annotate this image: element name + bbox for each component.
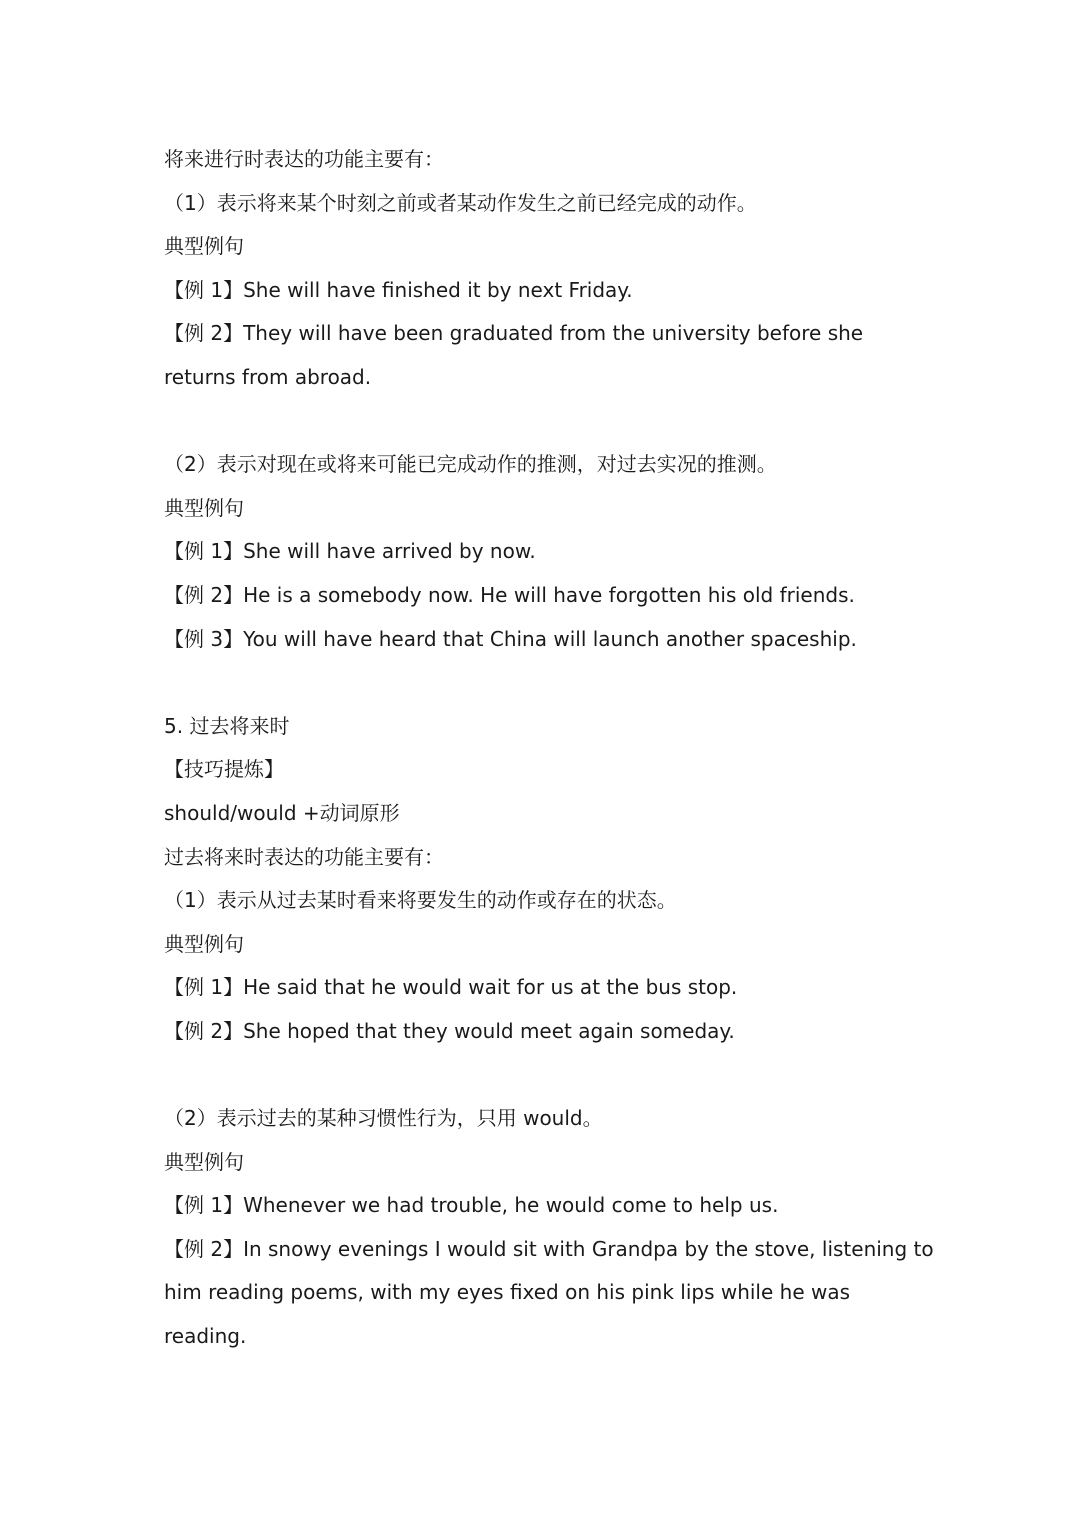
section4-point1-heading: （1）表示将来某个时刻之前或者某动作发生之前已经完成的动作。 <box>164 190 757 215</box>
section5-formula: should/would +动词原形 <box>164 800 400 825</box>
example-sentence: 【例 1】She will have finished it by next Friday. <box>164 277 633 302</box>
paragraph-gap <box>164 1053 934 1097</box>
example-sentence: 【例 2】She hoped that they would meet again someday. <box>164 1018 735 1043</box>
example-sentence: 【例 2】He is a somebody now. He will have forgotten his old friends. <box>164 582 855 607</box>
section5-point1-examples-label: 典型例句 <box>164 931 244 956</box>
document-body <box>164 138 934 1359</box>
paragraph-gap <box>164 400 934 444</box>
section5-intro: 过去将来时表达的功能主要有： <box>164 844 444 869</box>
section4-point2-examples-label: 典型例句 <box>164 495 244 520</box>
section4-intro: 将来进行时表达的功能主要有： <box>164 147 444 171</box>
section5-tips-label: 【技巧提炼】 <box>164 757 284 782</box>
example-sentence: 【例 1】She will have arrived by now. <box>164 539 536 564</box>
section5-point1-heading: （1）表示从过去某时看来将要发生的动作或存在的状态。 <box>164 888 677 913</box>
paragraph-gap <box>164 661 934 705</box>
section4-point2-heading: （2）表示对现在或将来可能已完成动作的推测，对过去实况的推测。 <box>164 452 777 477</box>
example-sentence: 【例 1】He said that he would wait for us at the bus stop. <box>164 975 738 1000</box>
example-sentence: 【例 2】In snowy evenings I would sit with Grandpa by the stove, listening to him reading poems, with my eyes fixed on his pink lips while he was reading. <box>164 1236 934 1349</box>
section4-point1-examples-label: 典型例句 <box>164 234 244 259</box>
section5-point2-heading: （2）表示过去的某种习惯性行为，只用 would。 <box>164 1106 603 1131</box>
example-sentence: 【例 1】Whenever we had trouble, he would come to help us. <box>164 1193 779 1218</box>
example-sentence: 【例 2】They will have been graduated from the university before she returns from abroad. <box>164 321 864 389</box>
section5-title: 5. 过去将来时 <box>164 713 290 738</box>
example-sentence: 【例 3】You will have heard that China will launch another spaceship. <box>164 626 857 651</box>
section5-point2-examples-label: 典型例句 <box>164 1149 244 1174</box>
